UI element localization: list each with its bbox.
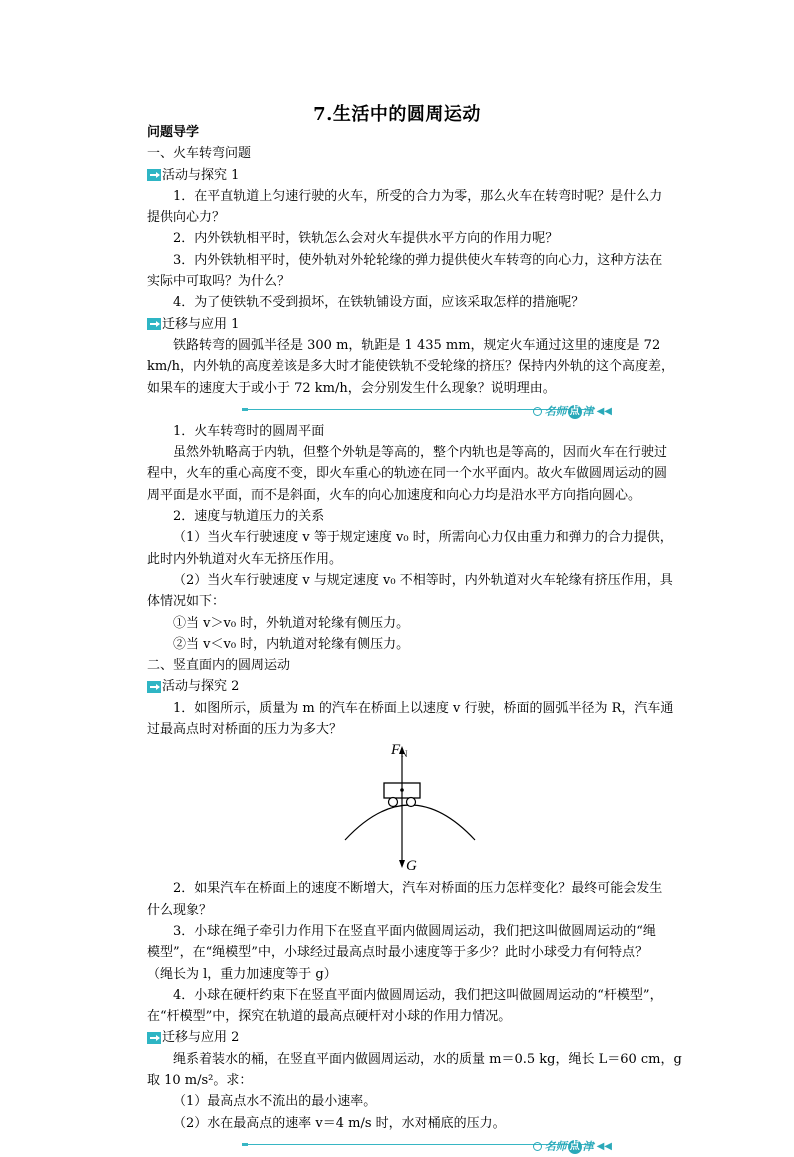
badge-char: 师 — [555, 1139, 567, 1153]
arrow-tag-icon — [147, 318, 161, 330]
normal-force-subscript: N — [401, 749, 408, 760]
note-text: 程中，火车的重心高度不变，即火车重心的轨迹在同一个水平面内。故火车做圆周运动的圆 — [147, 466, 668, 482]
tag-apply-2 — [147, 1027, 677, 1048]
ring-icon — [533, 1142, 542, 1151]
tag-explore-2 — [147, 676, 677, 697]
problem-text: 绳系着装水的桶，在竖直平面内做圆周运动，水的质量 m＝0.5 kg，绳长 L＝60 cm，g — [173, 1051, 682, 1067]
gravity-label: G — [406, 858, 417, 875]
tag-label: 活动与探究 2 — [162, 679, 240, 695]
bridge-car-figure — [147, 740, 677, 878]
note-text: 周平面是水平面，而不是斜面，火车的向心加速度和向心力均是沿水平方向指向圆心。 — [147, 487, 642, 503]
teacher-notes-divider — [147, 399, 677, 421]
document-body — [147, 122, 682, 1156]
problem-text: 铁路转弯的圆弧半径是 300 m，轨距是 1 435 mm，规定火车通过这里的速度是 72 — [173, 337, 661, 353]
arrow-head — [399, 860, 405, 868]
problem-text: 取 10 m/s²。求： — [147, 1072, 253, 1088]
bridge-arc — [345, 805, 475, 840]
badge-char: 师 — [555, 404, 567, 418]
note-text: ②当 v＜v₀ 时，内轨道对轮缘有侧压力。 — [173, 636, 410, 652]
badge-char: 名 — [544, 1139, 556, 1153]
question-text: 什么现象？ — [147, 902, 213, 918]
note-text: 此时内外轨道对火车无挤压作用。 — [147, 551, 343, 567]
problem-text: 如果车的速度大于或小于 72 km/h，会分别发生什么现象？说明理由。 — [147, 380, 556, 396]
note-text: （1）当火车行驶速度 v 等于规定速度 v₀ 时，所需向心力仅由重力和弹力的合力提供， — [173, 530, 673, 546]
ring-icon — [533, 407, 542, 416]
question-text: 2．如果汽车在桥面上的速度不断增大，汽车对桥面的压力怎样变化？最终可能会发生 — [173, 881, 663, 897]
question-text: 在“杆模型”中，探究在轨道的最高点硬杆对小球的作用力情况。 — [147, 1009, 512, 1025]
part-heading-1: 一、火车转弯问题 — [147, 146, 252, 162]
badge-char: 津 — [582, 404, 594, 418]
car-on-bridge-diagram — [297, 740, 537, 878]
question-text: 过最高点时对桥面的压力为多大？ — [147, 722, 343, 738]
badge-char: 名 — [544, 404, 556, 418]
tag-label: 活动与探究 1 — [162, 167, 240, 183]
question-text: （绳长为 l，重力加速度等于 g） — [147, 966, 337, 982]
part-heading-2: 二、竖直面内的圆周运动 — [147, 658, 291, 674]
section-heading: 问题导学 — [147, 125, 200, 140]
note-text: ①当 v＞v₀ 时，外轨道对轮缘有侧压力。 — [173, 615, 410, 631]
note-text: （2）当火车行驶速度 v 与规定速度 v₀ 不相等时，内外轨道对火车轮缘有挤压作用，具 — [173, 572, 673, 588]
question-text: 提供向心力？ — [147, 210, 226, 226]
badge-char-circled: 点 — [569, 405, 580, 417]
question-text: 3．内外铁轨相平时，使外轨对外轮轮缘的弹力提供使火车转弯的向心力，这种方法在 — [173, 252, 663, 268]
teacher-notes-badge — [533, 401, 612, 422]
teacher-notes-divider — [147, 1134, 677, 1156]
tag-label: 迁移与应用 1 — [162, 316, 240, 332]
note-heading: 2．速度与轨道压力的关系 — [173, 509, 325, 525]
note-text: 虽然外轨略高于内轨，但整个外轨是等高的，整个内轨也是等高的，因而火车在行驶过 — [173, 445, 668, 461]
arrow-tag-icon — [147, 1032, 161, 1044]
double-chevron-icon: ◀◀ — [596, 405, 612, 417]
arrow-tag-icon — [147, 169, 161, 181]
arrow-tag-icon — [147, 681, 161, 693]
double-chevron-icon: ◀◀ — [596, 1140, 612, 1152]
problem-text: km/h，内外轨的高度差该是多大时才能使铁轨不受轮缘的挤压？保持内外轨的这个高度差， — [147, 359, 674, 375]
normal-force-label: F — [391, 742, 401, 759]
badge-char: 津 — [582, 1139, 594, 1153]
problem-text: （1）最高点水不流出的最小速率。 — [173, 1094, 377, 1110]
problem-text: （2）水在最高点的速率 v＝4 m/s 时，水对桶底的压力。 — [173, 1115, 506, 1131]
question-text: 2．内外铁轨相平时，铁轨怎么会对火车提供水平方向的作用力呢？ — [173, 231, 559, 247]
question-text: 1．在平直轨道上匀速行驶的火车，所受的合力为零，那么火车在转弯时呢？是什么力 — [173, 188, 663, 204]
note-text: 体情况如下： — [147, 594, 226, 610]
tag-explore-1 — [147, 165, 677, 186]
page-title: 7.生活中的圆周运动 — [313, 104, 481, 125]
badge-char-circled: 点 — [569, 1140, 580, 1152]
question-text: 模型”，在“绳模型”中，小球经过最高点时最小速度等于多少？此时小球受力有何特点？ — [147, 945, 648, 961]
tag-label: 迁移与应用 2 — [162, 1030, 240, 1046]
teacher-notes-badge — [533, 1136, 612, 1157]
question-text: 4．小球在硬杆约束下在竖直平面内做圆周运动，我们把这叫做圆周运动的“杆模型”， — [173, 987, 663, 1003]
question-text: 4．为了使铁轨不受到损坏，在铁轨铺设方面，应该采取怎样的措施呢？ — [173, 295, 585, 311]
question-text: 实际中可取吗？为什么？ — [147, 274, 291, 290]
question-text: 1．如图所示，质量为 m 的汽车在桥面上以速度 v 行驶，桥面的圆弧半径为 R，汽车通 — [173, 700, 674, 716]
note-heading: 1．火车转弯时的圆周平面 — [173, 423, 325, 439]
question-text: 3．小球在绳子牵引力作用下在竖直平面内做圆周运动，我们把这叫做圆周运动的“绳 — [173, 923, 656, 939]
tag-apply-1 — [147, 314, 677, 335]
car-wheel — [389, 798, 398, 807]
car-wheel — [407, 798, 416, 807]
